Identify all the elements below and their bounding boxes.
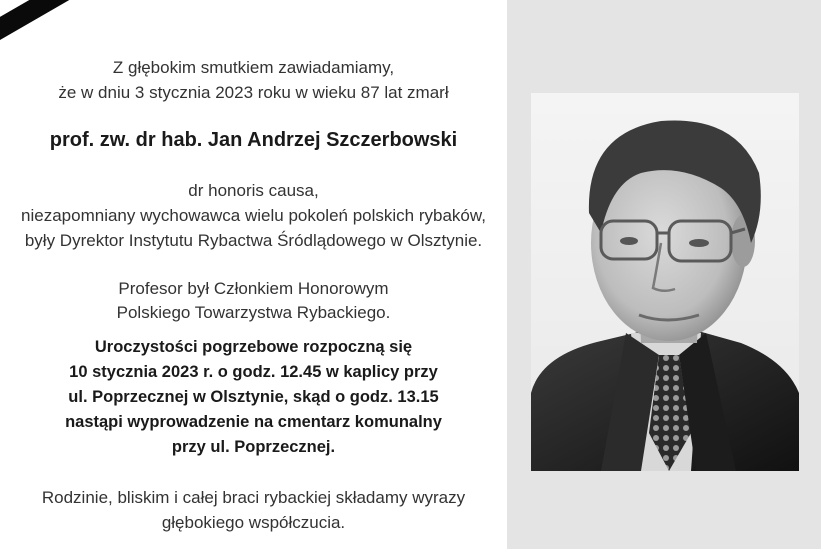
intro-line-1: Z głębokim smutkiem zawiadamiamy,	[112, 58, 395, 77]
condolence-line-1: Rodzinie, bliskim i całej braci rybackiej składamy wyrazy	[41, 488, 466, 507]
deceased-name: prof. zw. dr hab. Jan Andrzej Szczerbowski	[49, 129, 458, 151]
titles-line-3: były Dyrektor Instytutu Rybactwa Śródlądowego w Olsztynie.	[24, 231, 483, 250]
funeral-line-4: nastąpi wyprowadzenie na cmentarz komunalny	[65, 413, 442, 431]
titles-line-1: dr honoris causa,	[188, 181, 319, 200]
portrait-photo	[531, 93, 799, 471]
funeral-line-1: Uroczystości pogrzebowe rozpoczną się	[94, 338, 413, 356]
funeral-line-2: 10 stycznia 2023 r. o godz. 12.45 w kaplicy przy	[69, 363, 438, 381]
membership-line-1: Profesor był Członkiem Honorowym	[118, 279, 389, 298]
condolence-line-2: głębokiego współczucia.	[161, 513, 346, 532]
funeral-line-3: ul. Poprzecznej w Olsztynie, skąd o godz. 13.15	[68, 388, 439, 406]
funeral-line-5: przy ul. Poprzecznej.	[171, 438, 336, 456]
intro-line-2: że w dniu 3 stycznia 2023 roku w wieku 87 lat zmarł	[58, 83, 449, 102]
titles-line-2: niezapomniany wychowawca wielu pokoleń polskich rybaków,	[21, 206, 486, 225]
membership-line-2: Polskiego Towarzystwa Rybackiego.	[116, 303, 391, 322]
